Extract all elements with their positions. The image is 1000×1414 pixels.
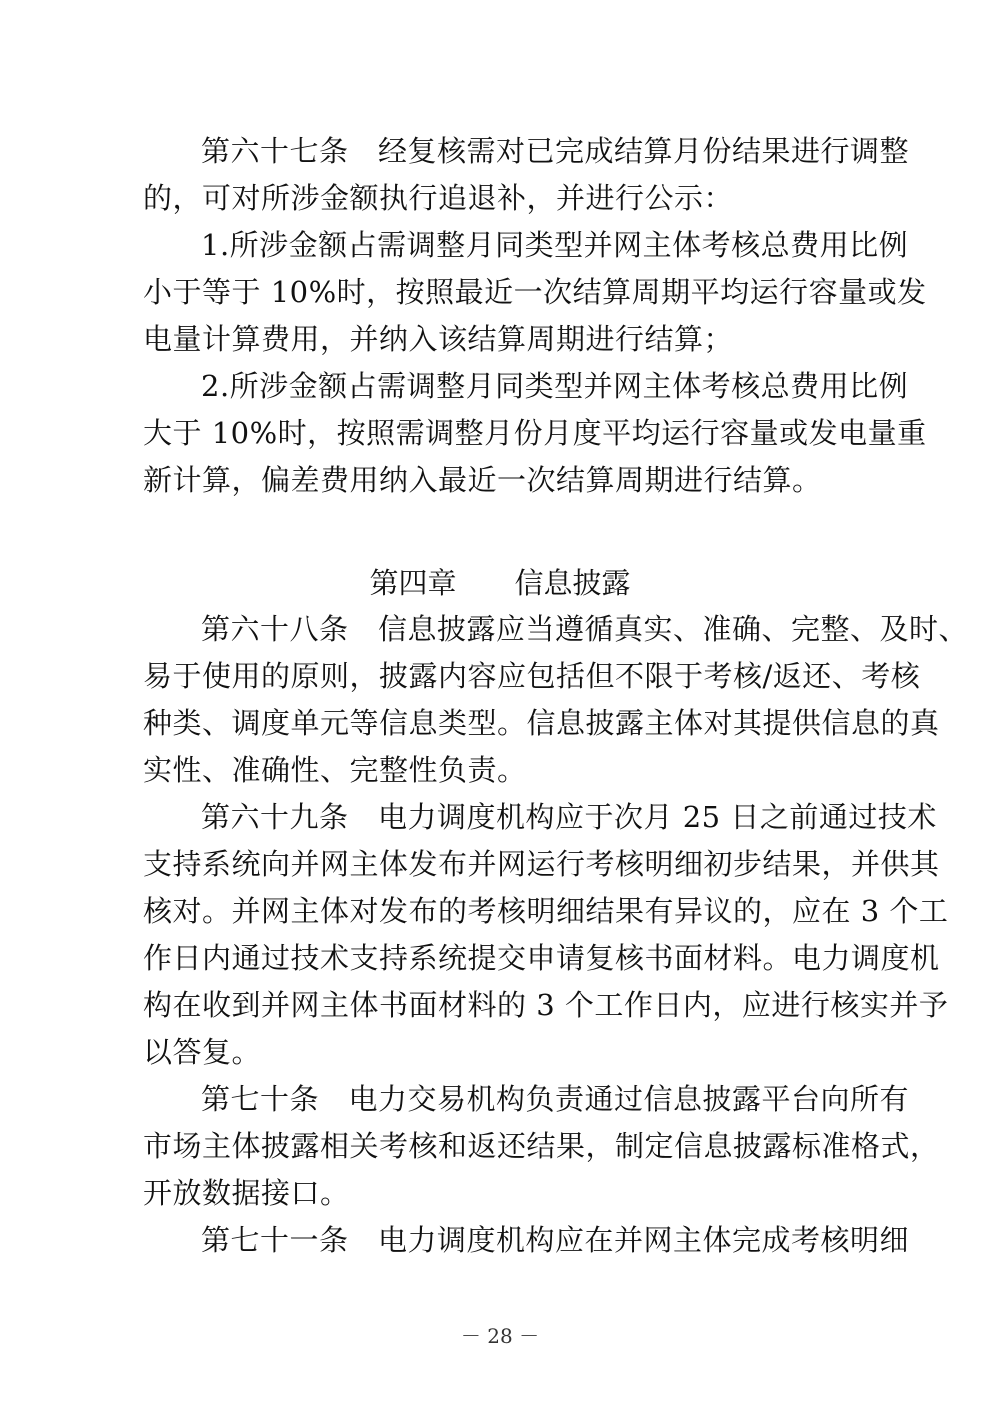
paragraph-line: 开放数据接口。 <box>143 1176 350 1210</box>
paragraph-line: 第六十七条 经复核需对已完成结算月份结果进行调整 <box>201 134 910 168</box>
article-67 <box>143 128 927 504</box>
paragraph-line: 新计算，偏差费用纳入最近一次结算周期进行结算。 <box>143 463 822 497</box>
paragraph-line: 实性、准确性、完整性负责。 <box>143 753 527 787</box>
paragraph-line: 的，可对所涉金额执行追退补，并进行公示： <box>143 181 734 215</box>
paragraph-line: 支持系统向并网主体发布并网运行考核明细初步结果，并供其 <box>143 847 940 881</box>
paragraph-line: 电量计算费用，并纳入该结算周期进行结算； <box>143 322 734 356</box>
paragraph-line: 第六十八条 信息披露应当遵循真实、准确、完整、及时、 <box>201 612 969 646</box>
paragraph-line: 第七十一条 电力调度机构应在并网主体完成考核明细 <box>201 1223 910 1257</box>
paragraph-line: 1.所涉金额占需调整月同类型并网主体考核总费用比例 <box>201 228 909 262</box>
chapter-heading: 第四章 信息披露 <box>369 566 631 600</box>
paragraph-line: 核对。并网主体对发布的考核明细结果有异议的，应在 3 个工 <box>143 894 949 928</box>
paragraph-line: 易于使用的原则，披露内容应包括但不限于考核/返还、考核 <box>143 659 921 693</box>
paragraph-line: 作日内通过技术支持系统提交申请复核书面材料。电力调度机 <box>143 941 940 975</box>
paragraph-line: 小于等于 10%时，按照最近一次结算周期平均运行容量或发 <box>143 275 927 309</box>
article-71 <box>143 1217 910 1264</box>
paragraph-line: 市场主体披露相关考核和返还结果，制定信息披露标准格式， <box>143 1129 940 1163</box>
paragraph-line: 2.所涉金额占需调整月同类型并网主体考核总费用比例 <box>201 369 909 403</box>
paragraph-line: 第六十九条 电力调度机构应于次月 25 日之前通过技术 <box>201 800 937 834</box>
paragraph-line: 构在收到并网主体书面材料的 3 个工作日内，应进行核实并予 <box>143 988 949 1022</box>
paragraph-line: 大于 10%时，按照需调整月份月度平均运行容量或发电量重 <box>143 416 927 450</box>
article-70 <box>143 1076 940 1217</box>
article-68 <box>143 606 969 794</box>
paragraph-line: 以答复。 <box>143 1035 262 1069</box>
page-number: － 28 － <box>460 1324 540 1348</box>
paragraph-line: 第七十条 电力交易机构负责通过信息披露平台向所有 <box>201 1082 910 1116</box>
paragraph-line: 种类、调度单元等信息类型。信息披露主体对其提供信息的真 <box>143 706 940 740</box>
article-69 <box>143 794 949 1076</box>
